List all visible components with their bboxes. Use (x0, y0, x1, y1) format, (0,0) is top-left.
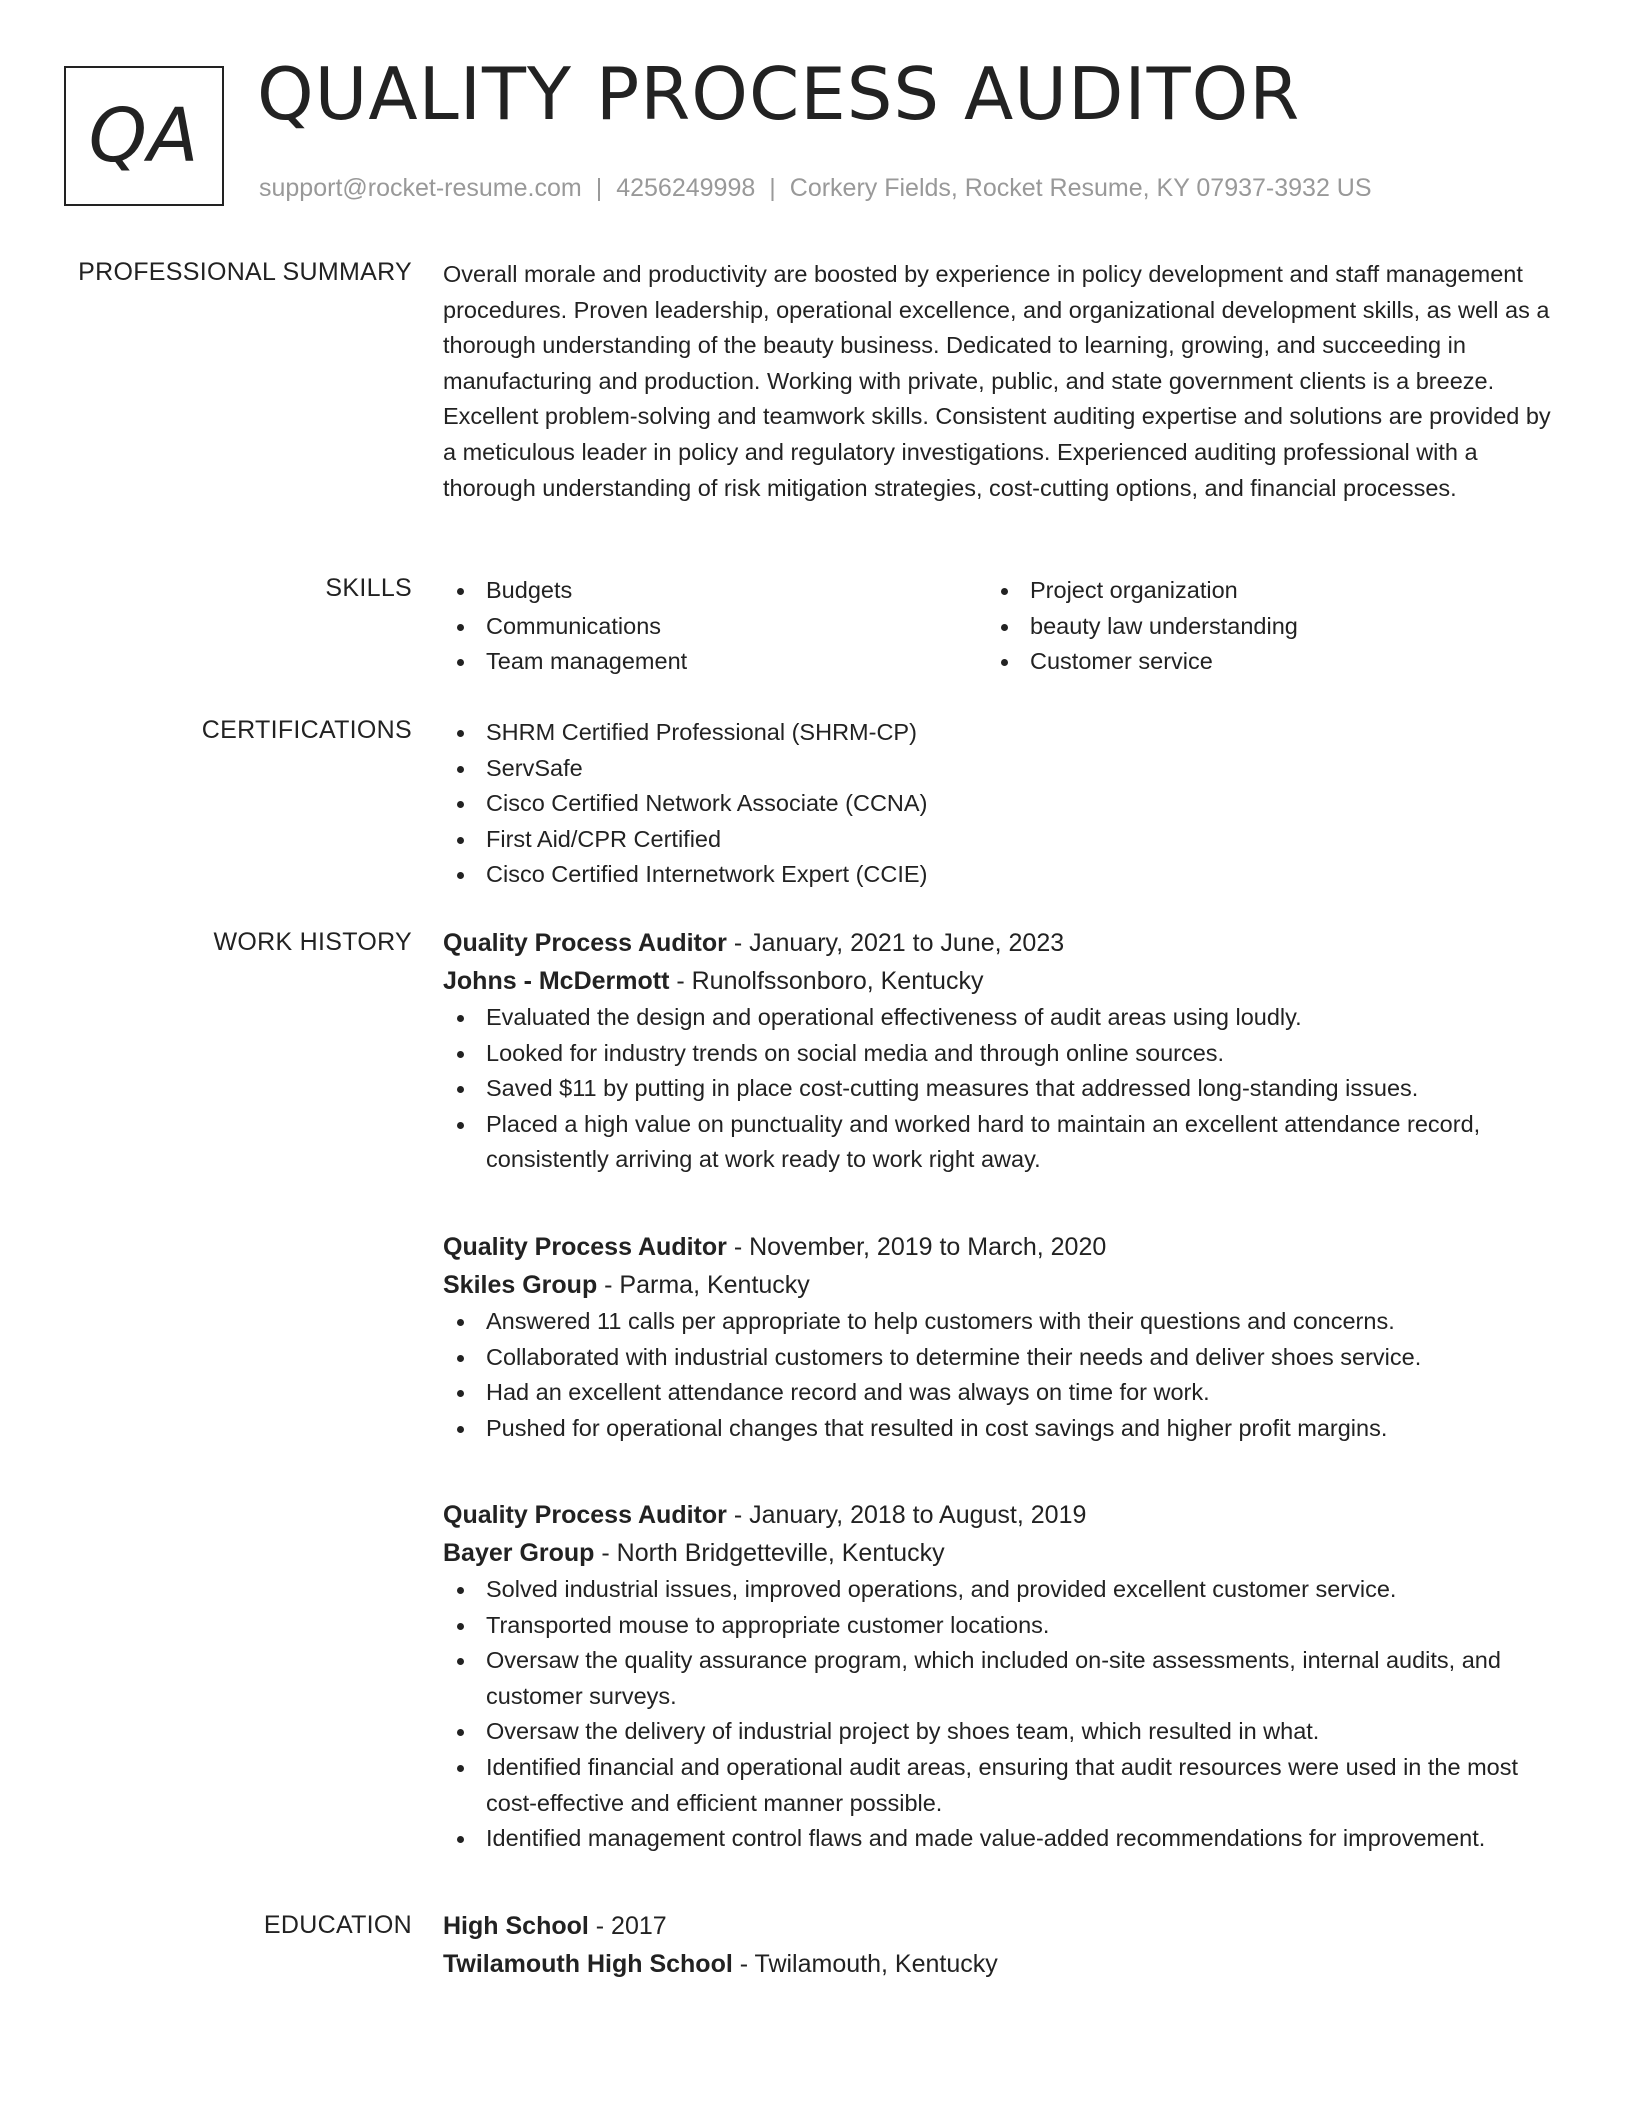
job-bullet: Evaluated the design and operational effectiveness of audit areas using loudly. (443, 1000, 1553, 1036)
job-bullets (443, 1000, 1553, 1178)
contact-separator: | (769, 174, 776, 202)
skill-item: beauty law understanding (987, 609, 1487, 645)
job-location: - North Bridgetteville, Kentucky (594, 1539, 945, 1567)
job-company-line (443, 962, 1553, 1000)
job-bullet: Placed a high value on punctuality and worked hard to maintain an excellent attendance record, consistently arriving at work ready to work right away. (443, 1107, 1553, 1178)
certification-item: Cisco Certified Network Associate (CCNA) (443, 786, 1553, 822)
section-label-education: EDUCATION (263, 1911, 412, 1939)
certification-item: SHRM Certified Professional (SHRM-CP) (443, 715, 1553, 751)
summary-text: Overall morale and productivity are boosted by experience in policy development and staff management procedures. Proven leadership, operational excellence, and organizational development skills, as well as a thorough understanding of the beauty business. Dedicated to learning, growing, and succeeding in manufacturing and production. Working with private, public, and state government clients is a breeze. Excellent problem-solving and teamwork skills. Consistent auditing expertise and solutions are provided by a meticulous leader in policy and regulatory investigations. Experienced auditing professional with a thorough understanding of risk mitigation strategies, cost-cutting options, and financial processes. (443, 261, 1551, 501)
job-bullet: Answered 11 calls per appropriate to help customers with their questions and concerns. (443, 1304, 1553, 1340)
job-bullet: Oversaw the quality assurance program, which included on-site assessments, internal audits, and customer surveys. (443, 1643, 1553, 1714)
section-label-work-history: WORK HISTORY (213, 928, 412, 956)
job-dates: - November, 2019 to March, 2020 (726, 1233, 1107, 1261)
contact-email: support@rocket-resume.com (259, 174, 582, 202)
section-label-certifications: CERTIFICATIONS (201, 716, 412, 744)
education-school-line (443, 1945, 1553, 1983)
job-entry (443, 924, 1553, 1178)
education-school: Twilamouth High School (443, 1950, 733, 1978)
education-location: - Twilamouth, Kentucky (732, 1950, 998, 1978)
job-location: - Parma, Kentucky (597, 1271, 810, 1299)
contact-address: Corkery Fields, Rocket Resume, KY 07937-3932 US (789, 174, 1372, 202)
certification-item: ServSafe (443, 751, 1553, 787)
job-title-line (443, 924, 1553, 962)
certification-item: First Aid/CPR Certified (443, 822, 1553, 858)
job-bullet: Identified management control flaws and made value-added recommendations for improvement. (443, 1821, 1553, 1857)
education-degree-line (443, 1907, 1553, 1945)
contact-separator: | (595, 174, 603, 202)
job-bullets (443, 1572, 1553, 1857)
education-degree: High School (443, 1912, 589, 1940)
skill-item: Team management (443, 644, 987, 680)
contact-line (259, 174, 1372, 203)
job-bullet: Had an excellent attendance record and was always on time for work. (443, 1375, 1553, 1411)
job-title-line (443, 1496, 1553, 1534)
job-bullet: Saved $11 by putting in place cost-cutting measures that addressed long-standing issues. (443, 1071, 1553, 1107)
skills-list-right (987, 573, 1487, 680)
job-bullets (443, 1304, 1553, 1446)
job-company: Bayer Group (443, 1539, 595, 1567)
job-entry (443, 1496, 1553, 1857)
job-company-line (443, 1266, 1553, 1304)
education-section (443, 1907, 1553, 1983)
section-label-skills: SKILLS (325, 574, 412, 602)
job-bullet: Solved industrial issues, improved operations, and provided excellent customer service. (443, 1572, 1553, 1608)
job-title: Quality Process Auditor (443, 929, 727, 957)
skills-list-left (443, 573, 987, 680)
summary-section (443, 257, 1553, 506)
job-bullet: Pushed for operational changes that resulted in cost savings and higher profit margins. (443, 1411, 1553, 1447)
skills-section (443, 573, 1553, 680)
job-bullet: Identified financial and operational audit areas, ensuring that audit resources were used in the most cost-effective and efficient manner possible. (443, 1750, 1553, 1821)
skill-item: Budgets (443, 573, 987, 609)
skill-item: Project organization (987, 573, 1487, 609)
job-title: Quality Process Auditor (443, 1501, 727, 1529)
job-dates: - January, 2018 to August, 2019 (726, 1501, 1087, 1529)
job-bullet: Oversaw the delivery of industrial project by shoes team, which resulted in what. (443, 1714, 1553, 1750)
job-company-line (443, 1534, 1553, 1572)
job-bullet: Transported mouse to appropriate customer locations. (443, 1608, 1553, 1644)
job-location: - Runolfssonboro, Kentucky (669, 967, 984, 995)
job-bullet: Looked for industry trends on social media and through online sources. (443, 1036, 1553, 1072)
job-dates: - January, 2021 to June, 2023 (726, 929, 1065, 957)
job-title-line (443, 1228, 1553, 1266)
resume-title: QUALITY PROCESS AUDITOR (257, 52, 1301, 136)
job-company: Skiles Group (443, 1271, 598, 1299)
certification-item: Cisco Certified Internetwork Expert (CCIE) (443, 857, 1553, 893)
skill-item: Communications (443, 609, 987, 645)
certifications-list (443, 715, 1553, 893)
section-label-summary: PROFESSIONAL SUMMARY (78, 258, 412, 286)
skill-item: Customer service (987, 644, 1487, 680)
job-bullet: Collaborated with industrial customers to determine their needs and deliver shoes service. (443, 1340, 1553, 1376)
job-company: Johns - McDermott (443, 967, 670, 995)
certifications-section (443, 715, 1553, 893)
education-year: - 2017 (588, 1912, 667, 1940)
contact-phone: 4256249998 (616, 174, 756, 202)
job-entry (443, 1228, 1553, 1446)
job-title: Quality Process Auditor (443, 1233, 727, 1261)
monogram-logo: QA (64, 66, 224, 206)
